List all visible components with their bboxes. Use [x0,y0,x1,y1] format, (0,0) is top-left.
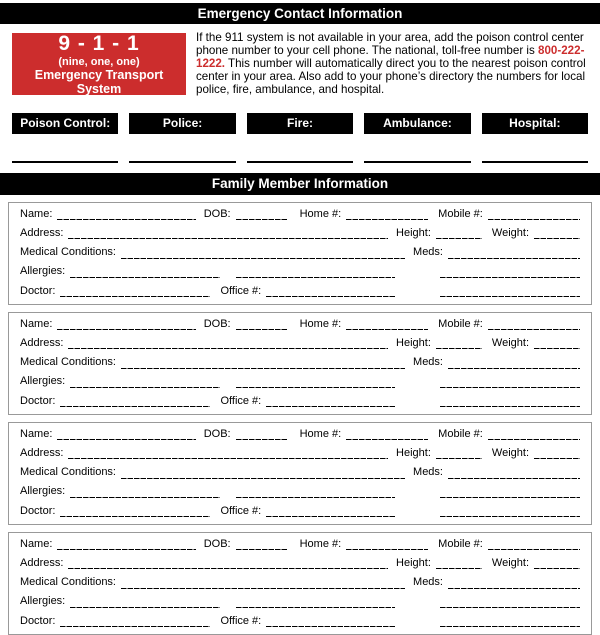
emergency-contacts-row [12,113,588,134]
family-members-list [0,202,600,635]
home-phone-blank [346,208,428,221]
office-phone-blank [266,285,395,298]
medical-conditions-label: Medical Conditions: [20,576,116,589]
meds-label: Meds: [413,576,443,589]
family-section-header [0,173,600,195]
member-row-medical [20,246,580,259]
dob-label: DOB: [203,537,231,550]
allergies-blank [70,375,220,388]
member-row-identity [20,538,580,551]
emergency-section-title: Emergency Contact Information [197,6,403,21]
dob-blank [236,538,288,551]
911-phonetic: (nine, one, one) [58,55,140,68]
poison-control-phone-number: 800-222-1222. [196,43,585,70]
dob-blank [236,208,288,221]
dob-blank [236,318,288,331]
mobile-phone-label: Mobile #: [438,537,483,550]
meds-label: Meds: [413,356,443,369]
height-label: Height: [396,556,431,569]
member-row-doctor [20,505,580,518]
dob-label: DOB: [203,427,231,440]
height-label: Height: [396,336,431,349]
intro-paragraph [196,32,588,97]
family-member-card [8,422,592,525]
address-label: Address: [20,446,64,459]
allergies-continuation-blank [236,375,395,388]
member-row-allergies [20,375,580,388]
name-label: Name: [20,427,53,440]
member-row-medical [20,466,580,479]
mobile-phone-label: Mobile #: [438,317,483,330]
office-phone-blank [266,395,395,408]
contact-label-poison-control: Poison Control: [12,113,118,134]
name-label: Name: [20,317,53,330]
name-label: Name: [20,207,53,220]
mobile-phone-blank [488,318,580,331]
medical-conditions-label: Medical Conditions: [20,466,116,479]
member-row-address [20,337,580,350]
height-blank [436,557,482,570]
medical-conditions-label: Medical Conditions: [20,246,116,259]
intro-section [12,33,588,97]
doctor-label: Doctor: [20,394,56,407]
meds-blank [448,356,580,369]
doctor-label: Doctor: [20,504,56,517]
allergies-continuation-blank [236,485,395,498]
home-phone-blank [346,318,428,331]
doctor-label: Doctor: [20,614,56,627]
member-row-allergies [20,265,580,278]
meds-continuation-blank-1 [440,595,580,608]
meds-blank [448,246,580,259]
weight-blank [534,447,580,460]
member-row-medical [20,356,580,369]
address-blank [68,227,388,240]
member-row-address [20,557,580,570]
mobile-phone-blank [488,538,580,551]
911-emergency-box [12,33,186,95]
office-phone-label: Office #: [220,284,262,297]
weight-blank [534,227,580,240]
contact-blank-ambulance [364,161,470,163]
doctor-blank [60,395,210,408]
contact-blank-poison-control [12,161,118,163]
allergies-continuation-blank [236,595,395,608]
member-row-address [20,447,580,460]
allergies-continuation-blank [236,265,395,278]
office-phone-blank [266,505,395,518]
member-row-doctor [20,285,580,298]
allergies-blank [70,265,220,278]
meds-continuation-blank-1 [440,375,580,388]
address-blank [68,337,388,350]
meds-label: Meds: [413,246,443,259]
emergency-contacts-blanks [12,161,588,163]
member-row-address [20,227,580,240]
medical-conditions-blank [121,356,405,369]
mobile-phone-label: Mobile #: [438,207,483,220]
office-phone-blank [266,615,395,628]
doctor-label: Doctor: [20,284,56,297]
medical-conditions-blank [121,576,405,589]
height-label: Height: [396,226,431,239]
meds-continuation-blank-2 [440,615,580,628]
allergies-label: Allergies: [20,265,66,278]
home-phone-label: Home #: [299,537,342,550]
weight-blank [534,557,580,570]
contact-blank-hospital [482,161,588,163]
height-label: Height: [396,446,431,459]
address-blank [68,557,388,570]
contact-blank-fire [247,161,353,163]
member-row-doctor [20,615,580,628]
home-phone-blank [346,428,428,441]
member-row-identity [20,208,580,221]
allergies-label: Allergies: [20,375,66,388]
dob-label: DOB: [203,207,231,220]
family-member-card [8,202,592,305]
name-blank [57,318,195,331]
height-blank [436,447,482,460]
contact-label-ambulance: Ambulance: [364,113,470,134]
member-row-doctor [20,395,580,408]
home-phone-label: Home #: [299,207,342,220]
meds-blank [448,466,580,479]
meds-continuation-blank-2 [440,395,580,408]
dob-blank [236,428,288,441]
height-blank [436,337,482,350]
address-label: Address: [20,336,64,349]
member-row-identity [20,318,580,331]
doctor-blank [60,505,210,518]
emergency-section-header [0,3,600,24]
name-label: Name: [20,537,53,550]
meds-continuation-blank-2 [440,285,580,298]
intro-text-before: If the 911 system is not available in your area, add the poison control center phone number to your cell phone. The national, toll-free number is [196,31,584,57]
address-blank [68,447,388,460]
home-phone-blank [346,538,428,551]
member-row-allergies [20,485,580,498]
dob-label: DOB: [203,317,231,330]
member-row-medical [20,576,580,589]
allergies-label: Allergies: [20,595,66,608]
weight-blank [534,337,580,350]
allergies-blank [70,595,220,608]
home-phone-label: Home #: [299,427,342,440]
911-number: 9 - 1 - 1 [58,31,140,55]
weight-label: Weight: [491,336,529,349]
meds-label: Meds: [413,466,443,479]
medical-conditions-blank [121,246,405,259]
medical-conditions-blank [121,466,405,479]
911-caption: Emergency Transport System [34,67,164,96]
contact-label-fire: Fire: [247,113,353,134]
meds-blank [448,576,580,589]
name-blank [57,428,195,441]
address-label: Address: [20,556,64,569]
member-row-allergies [20,595,580,608]
allergies-blank [70,485,220,498]
mobile-phone-blank [488,208,580,221]
contact-label-police: Police: [129,113,235,134]
doctor-blank [60,285,210,298]
height-blank [436,227,482,240]
allergies-label: Allergies: [20,485,66,498]
contact-label-hospital: Hospital: [482,113,588,134]
office-phone-label: Office #: [220,504,262,517]
weight-label: Weight: [491,556,529,569]
home-phone-label: Home #: [299,317,342,330]
emergency-form-page [0,3,600,635]
meds-continuation-blank-1 [440,265,580,278]
family-member-card [8,532,592,635]
weight-label: Weight: [491,226,529,239]
name-blank [57,538,195,551]
family-member-card [8,312,592,415]
weight-label: Weight: [491,446,529,459]
contact-blank-police [129,161,235,163]
mobile-phone-blank [488,428,580,441]
office-phone-label: Office #: [220,614,262,627]
office-phone-label: Office #: [220,394,262,407]
address-label: Address: [20,226,64,239]
doctor-blank [60,615,210,628]
meds-continuation-blank-2 [440,505,580,518]
intro-text-after: This number will automatically direct you to the nearest poison control center in your area. Also add to your phone’s directory the numbers for local police, fire, ambulance, and hospital. [196,56,586,96]
meds-continuation-blank-1 [440,485,580,498]
medical-conditions-label: Medical Conditions: [20,356,116,369]
mobile-phone-label: Mobile #: [438,427,483,440]
member-row-identity [20,428,580,441]
name-blank [57,208,195,221]
family-section-title: Family Member Information [211,175,389,191]
